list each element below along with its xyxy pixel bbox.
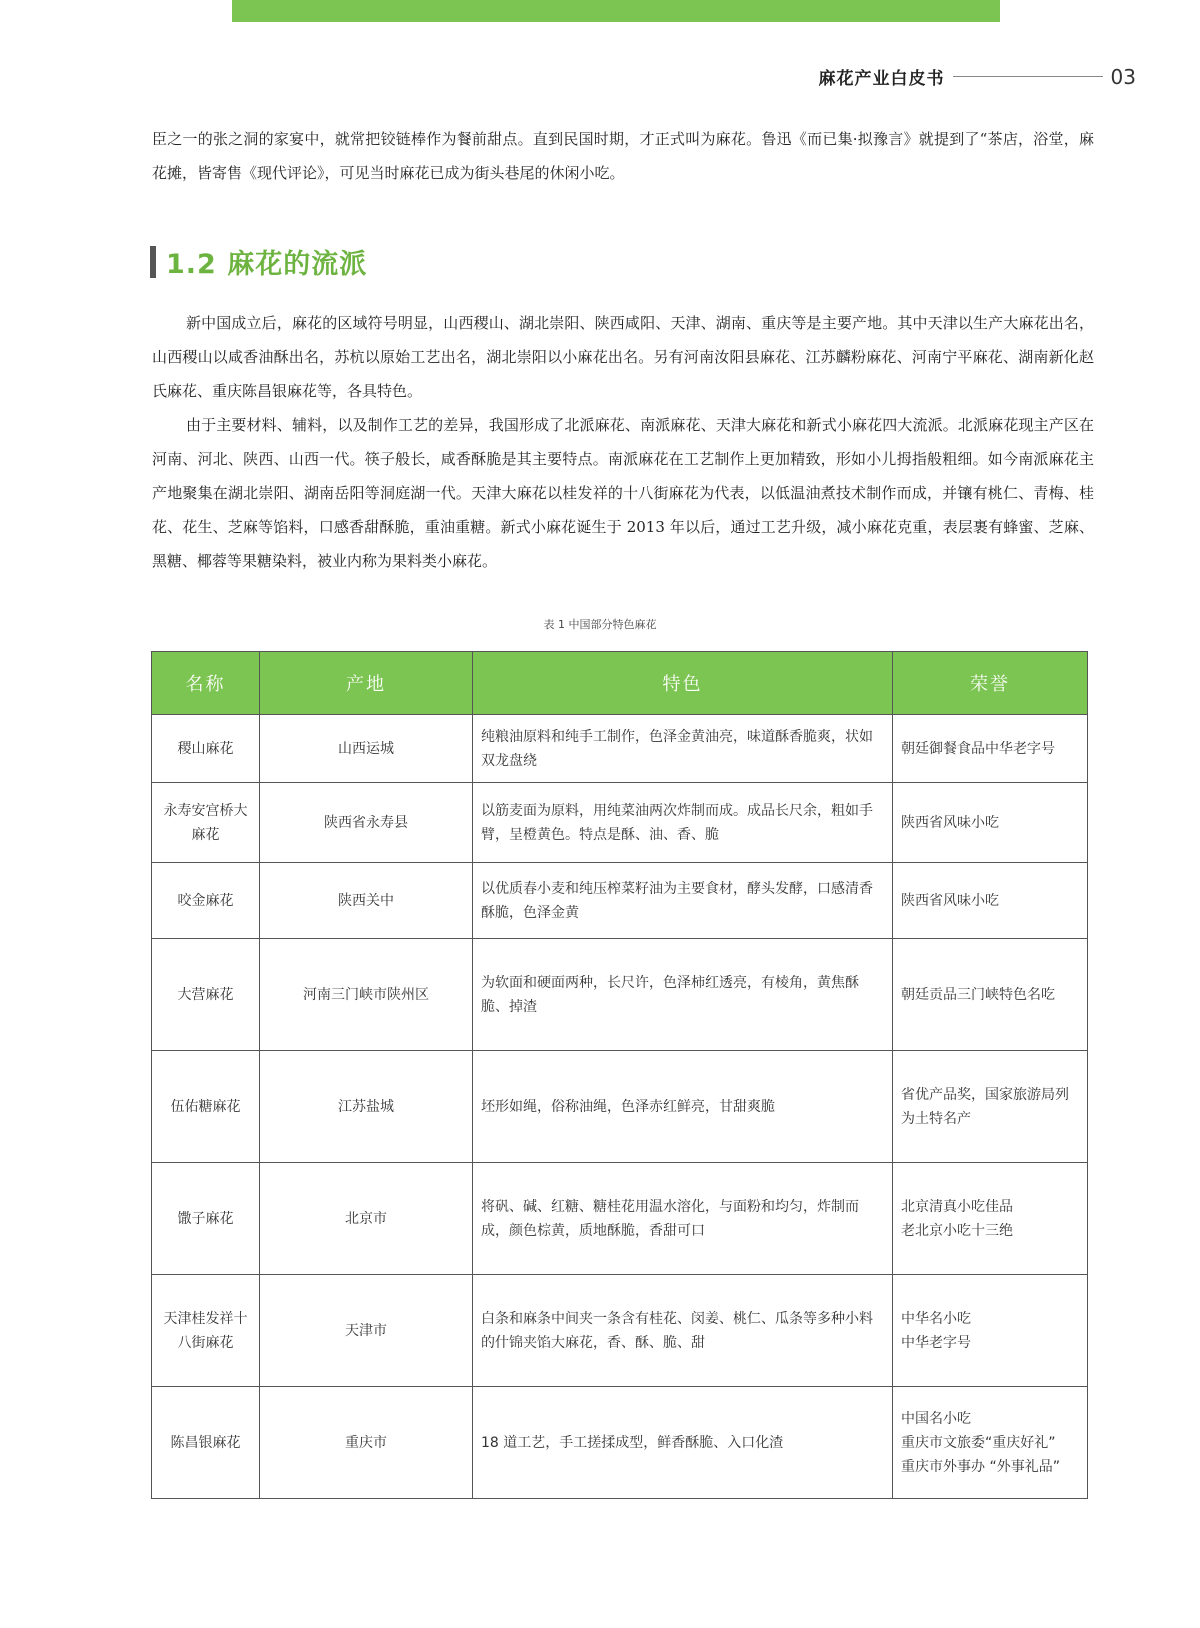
cell-honor: 朝廷贡品三门峡特色名吃 <box>893 939 1088 1051</box>
table-row <box>152 1051 1088 1163</box>
table-header-row <box>152 652 1088 715</box>
cell-origin: 河南三门峡市陕州区 <box>260 939 473 1051</box>
cell-origin: 天津市 <box>260 1275 473 1387</box>
cell-name: 咬金麻花 <box>152 863 260 939</box>
cell-feature: 以筋麦面为原料，用纯菜油两次炸制而成。成品长尺余，粗如手臂，呈橙黄色。特点是酥、油、香、脆 <box>473 783 893 863</box>
cell-feature: 纯粮油原料和纯手工制作，色泽金黄油亮，味道酥香脆爽，状如双龙盘绕 <box>473 715 893 783</box>
section-title: 1.2 麻花的流派 <box>166 249 368 280</box>
table-caption: 表 1 中国部分特色麻花 <box>543 618 657 631</box>
running-header <box>819 64 1136 89</box>
cell-name: 永寿安宫桥大麻花 <box>152 783 260 863</box>
cell-honor: 朝廷御餐食品中华老字号 <box>893 715 1088 783</box>
cell-feature: 坯形如绳，俗称油绳，色泽赤红鲜亮，甘甜爽脆 <box>473 1051 893 1163</box>
cell-origin: 江苏盐城 <box>260 1051 473 1163</box>
cell-feature: 以优质春小麦和纯压榨菜籽油为主要食材，酵头发酵，口感清香酥脆，色泽金黄 <box>473 863 893 939</box>
table-row <box>152 715 1088 783</box>
cell-honor: 陕西省风味小吃 <box>893 783 1088 863</box>
cell-feature: 为软面和硬面两种，长尺许，色泽柿红透亮，有棱角，黄焦酥脆、掉渣 <box>473 939 893 1051</box>
cell-feature: 将矾、碱、红糖、糖桂花用温水溶化，与面粉和均匀，炸制而成，颜色棕黄，质地酥脆，香甜可口 <box>473 1163 893 1275</box>
cell-name: 天津桂发祥十八街麻花 <box>152 1275 260 1387</box>
section-heading <box>150 242 367 281</box>
specialty-mahua-table <box>151 651 1088 1499</box>
cell-feature: 18 道工艺，手工搓揉成型，鲜香酥脆、入口化渣 <box>473 1387 893 1499</box>
table-row <box>152 1163 1088 1275</box>
column-header-origin: 产地 <box>260 652 473 715</box>
cell-honor: 中华名小吃 中华老字号 <box>893 1275 1088 1387</box>
column-header-feature: 特色 <box>473 652 893 715</box>
cell-origin: 陕西省永寿县 <box>260 783 473 863</box>
page-number: 03 <box>1110 64 1136 89</box>
table-row <box>152 863 1088 939</box>
header-divider <box>953 76 1103 77</box>
cell-honor: 陕西省风味小吃 <box>893 863 1088 939</box>
cell-origin: 陕西关中 <box>260 863 473 939</box>
section-paragraph-1: 新中国成立后，麻花的区域符号明显，山西稷山、湖北崇阳、陕西咸阳、天津、湖南、重庆等是主要产地。其中天津以生产大麻花出名，山西稷山以咸香油酥出名，苏杭以原始工艺出名，湖北崇阳以小麻花出名。另有河南汝阳县麻花、江苏麟粉麻花、河南宁平麻花、湖南新化赵氏麻花、重庆陈昌银麻花等，各具特色。 <box>152 314 1094 400</box>
cell-honor: 北京清真小吃佳品 老北京小吃十三绝 <box>893 1163 1088 1275</box>
cell-name: 馓子麻花 <box>152 1163 260 1275</box>
cell-name: 陈昌银麻花 <box>152 1387 260 1499</box>
cell-origin: 山西运城 <box>260 715 473 783</box>
table-row <box>152 1275 1088 1387</box>
cell-honor: 省优产品奖，国家旅游局列为土特名产 <box>893 1051 1088 1163</box>
cell-origin: 重庆市 <box>260 1387 473 1499</box>
cell-name: 伍佑糖麻花 <box>152 1051 260 1163</box>
cell-origin: 北京市 <box>260 1163 473 1275</box>
intro-paragraph: 臣之一的张之洞的家宴中，就常把铰链棒作为餐前甜点。直到民国时期，才正式叫为麻花。鲁迅《而已集·拟豫言》就提到了“茶店，浴堂，麻花摊，皆寄售《现代评论》，可见当时麻花已成为街头巷尾的休闲小吃。 <box>152 130 1094 182</box>
column-header-honor: 荣誉 <box>893 652 1088 715</box>
top-accent-bar <box>232 0 1000 22</box>
table-row <box>152 1387 1088 1499</box>
column-header-name: 名称 <box>152 652 260 715</box>
section-paragraph-2: 由于主要材料、辅料，以及制作工艺的差异，我国形成了北派麻花、南派麻花、天津大麻花和新式小麻花四大流派。北派麻花现主产区在河南、河北、陕西、山西一代。筷子般长，咸香酥脆是其主要特点。南派麻花在工艺制作上更加精致，形如小儿拇指般粗细。如今南派麻花主产地聚集在湖北崇阳、湖南岳阳等洞庭湖一代。天津大麻花以桂发祥的十八街麻花为代表，以低温油煮技术制作而成，并镶有桃仁、青梅、桂花、花生、芝麻等馅料，口感香甜酥脆，重油重糖。新式小麻花诞生于 2013 年以后，通过工艺升级，减小麻花克重，表层裹有蜂蜜、芝麻、黑糖、椰蓉等果糖染料，被业内称为果料类小麻花。 <box>152 416 1094 570</box>
heading-marker <box>150 246 156 278</box>
cell-name: 稷山麻花 <box>152 715 260 783</box>
table-row <box>152 939 1088 1051</box>
cell-feature: 白条和麻条中间夹一条含有桂花、闵姜、桃仁、瓜条等多种小料的什锦夹馅大麻花，香、酥、脆、甜 <box>473 1275 893 1387</box>
running-title: 麻花产业白皮书 <box>818 69 945 89</box>
cell-name: 大营麻花 <box>152 939 260 1051</box>
cell-honor: 中国名小吃 重庆市文旅委“重庆好礼” 重庆市外事办 “外事礼品” <box>893 1387 1088 1499</box>
table-row <box>152 783 1088 863</box>
